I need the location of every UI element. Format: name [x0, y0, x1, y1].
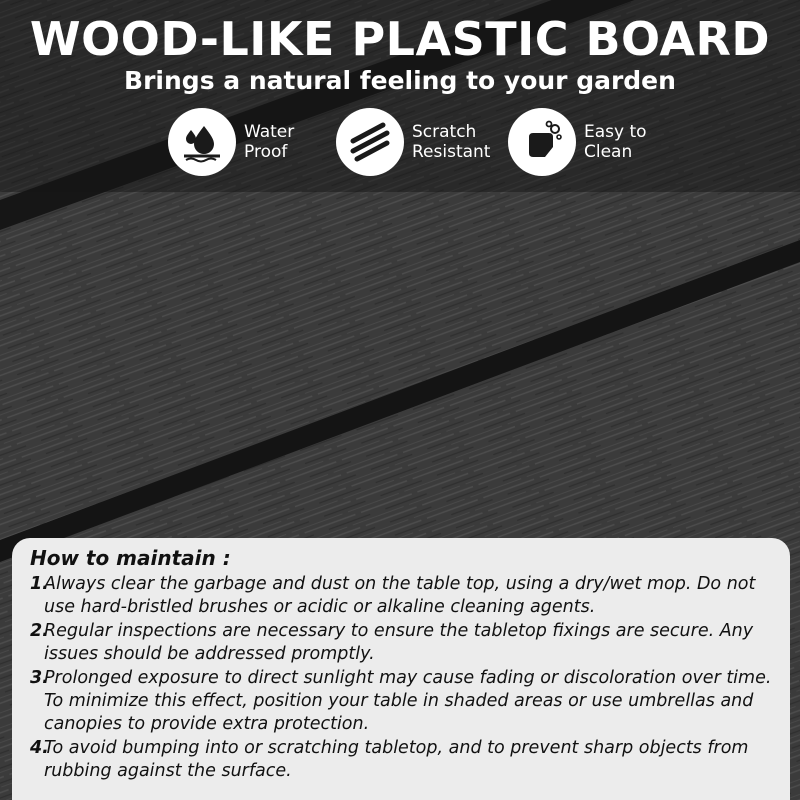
- cleaning-hand-icon: [508, 108, 576, 176]
- feature-water-proof: Water Proof: [168, 108, 294, 176]
- water-drop-icon: [168, 108, 236, 176]
- scratch-icon: [336, 108, 404, 176]
- page-subtitle: Brings a natural feeling to your garden: [124, 66, 676, 95]
- list-item: 2. Regular inspections are necessary to ensure the tabletop fixings are secure. Any issues should be addressed promptly.: [30, 621, 754, 664]
- feature-scratch-resistant: Scratch Resistant: [336, 108, 490, 176]
- list-item: 4. To avoid bumping into or scratching tabletop, and to prevent sharp objects from rubbing against the surface.: [30, 738, 749, 781]
- maintenance-heading: How to maintain :: [30, 546, 231, 570]
- list-item: 3. Prolonged exposure to direct sunlight may cause fading or discoloration over time. To minimize this effect, position your table in shaded areas or use umbrellas and canopies to provide extra protection.: [30, 668, 772, 734]
- page-title: WOOD-LIKE PLASTIC BOARD: [29, 12, 771, 66]
- list-item: 1. Always clear the garbage and dust on the table top, using a dry/wet mop. Do not use hard-bristled brushes or acidic or alkaline cleaning agents.: [30, 574, 756, 617]
- maintenance-panel: [12, 538, 790, 800]
- feature-easy-to-clean: Easy to Clean: [508, 108, 647, 176]
